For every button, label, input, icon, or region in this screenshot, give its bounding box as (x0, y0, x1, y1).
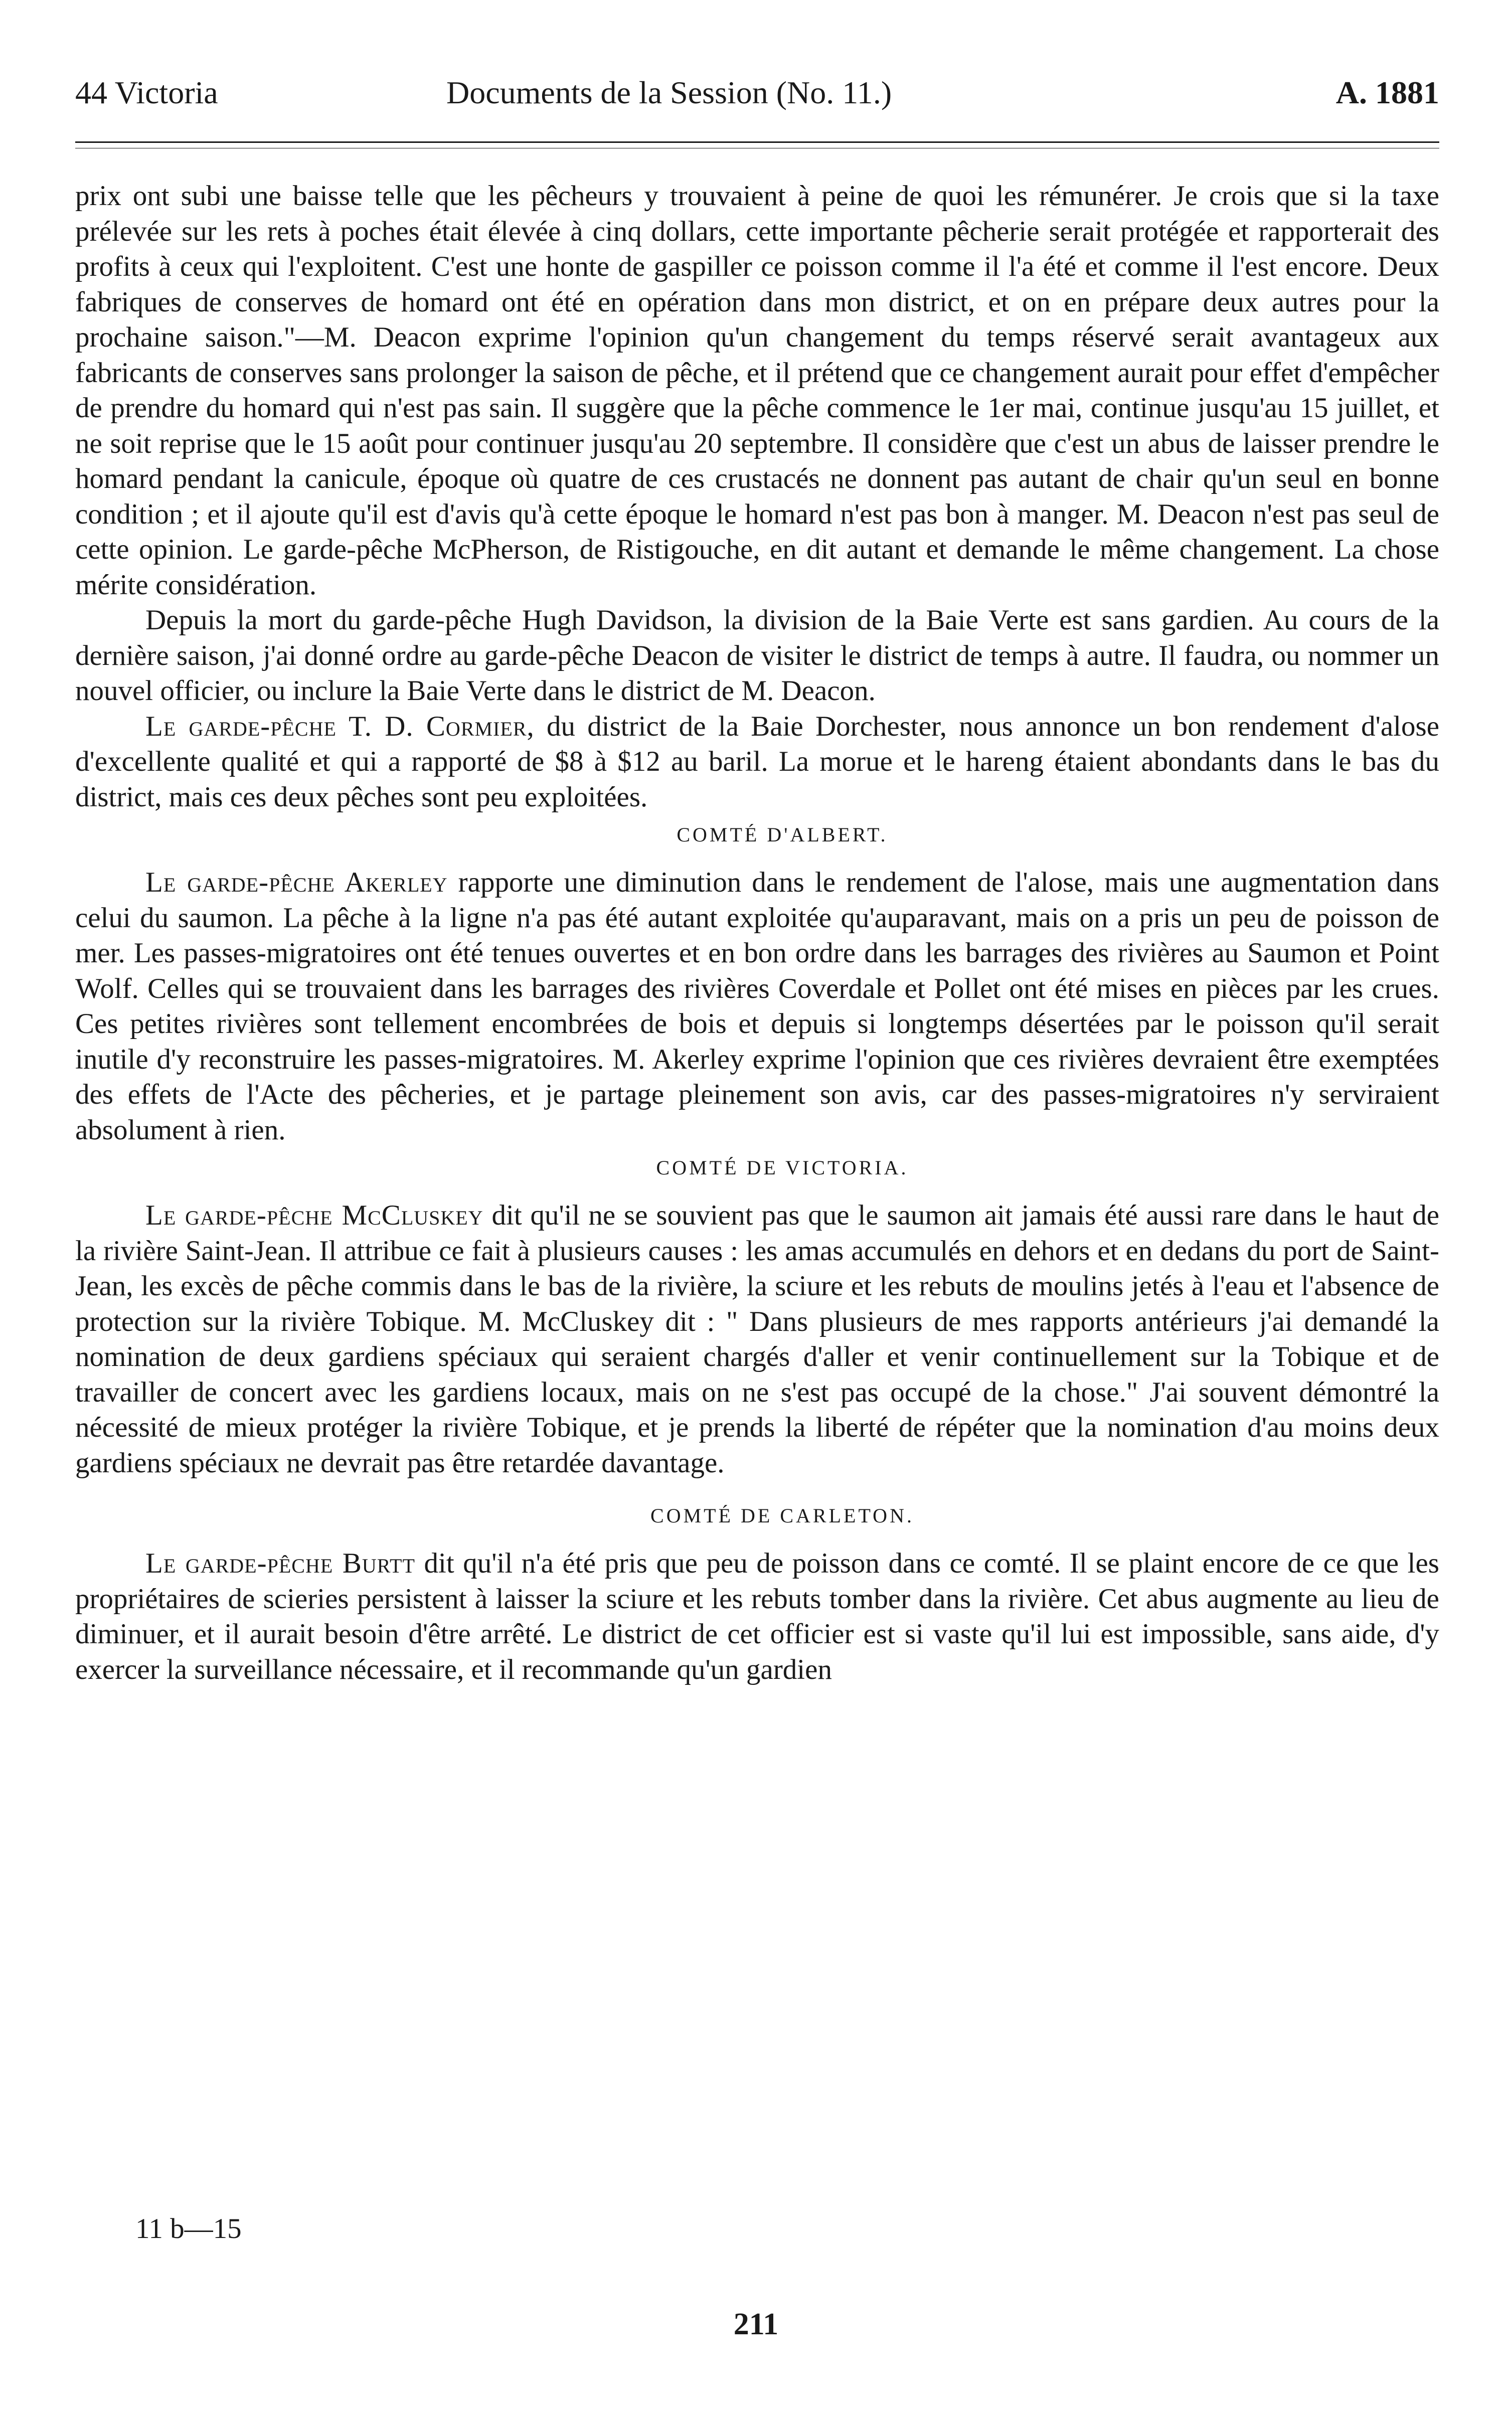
paragraph-body-akerley: rapporte une diminution dans le rendement de l'alose, mais une augmentation dans celui du saumon. La pêche à la ligne n'a pas été autant exploitée qu'auparavant, mais on a pris un peu de poisson de mer. Les passes-migratoires ont été tenues ouvertes et en bon ordre dans les barrages des rivières au Saumon et Point Wolf. Celles qui se trouvaient dans les barrages des rivières Coverdale et Pollet ont été mises en pièces par les crues. Ces petites rivières sont tellement encombrées de bois et depuis si longtemps désertées par le poisson qu'il serait inutile d'y reconstruire les passes-migratoires. M. Akerley exprime l'opinion que ces rivières devraient être exemptées des effets de l'Acte des pêcheries, et je partage pleinement son avis, car des passes-migratoires n'y serviraient absolument à rien. (75, 867, 1439, 1146)
paragraph-lead-akerley: Le garde-pêche Akerley (145, 867, 448, 898)
section-heading-albert: COMTÉ D'ALBERT. (677, 823, 888, 846)
header-year: A. 1881 (1335, 75, 1439, 110)
body-text (75, 179, 1439, 1687)
header-rule-thick (75, 141, 1439, 143)
paragraph-davidson: Depuis la mort du garde-pêche Hugh Davidson, la division de la Baie Verte est sans gardien. Au cours de la dernière saison, j'ai donné ordre au garde-pêche Deacon de visiter le district de temps à autre. Il faudra, ou nommer un nouvel officier, ou inclure la Baie Verte dans le district de M. Deacon. (75, 604, 1439, 707)
paragraph-cormier (75, 709, 1439, 815)
section-heading-victoria: COMTÉ DE VICTORIA. (656, 1156, 909, 1179)
page-number: 211 (733, 2307, 779, 2341)
paragraph-burtt (75, 1546, 1439, 1687)
printer-signature: 11 b—15 (135, 2213, 242, 2245)
document-page (75, 65, 1439, 1687)
paragraph-continued: prix ont subi une baisse telle que les pêcheurs y trouvaient à peine de quoi les rémunérer. Je crois que si la taxe prélevée sur les rets à poches était élevée à cinq dollars, cette importante pêcherie serait protégée et rapporterait des profits à ceux qui l'exploitent. C'est une honte de gaspiller ce poisson comme il l'a été et comme il l'est encore. Deux fabriques de conserves de homard ont été en opération dans mon district, et on en prépare deux autres pour la prochaine saison."—M. Deacon exprime l'opinion qu'un changement du temps réservé serait avantageux aux fabricants de conserves sans prolonger la saison de pêche, et il prétend que ce changement aurait pour effet d'empêcher de prendre du homard qui n'est pas sain. Il suggère que la pêche commence le 1er mai, continue jusqu'au 15 juillet, et ne soit reprise que le 15 août pour continuer jusqu'au 20 septembre. Il considère que c'est un abus de laisser prendre le homard pendant la canicule, époque où quatre de ces crustacés ne donnent pas autant de chair qu'un seul en bonne condition ; et il ajoute qu'il est d'avis qu'à cette époque le homard n'est pas bon à manger. M. Deacon n'est pas seul de cette opinion. Le garde-pêche McPherson, de Ristigouche, en dit autant et demande le même changement. La chose mérite considération. (75, 180, 1439, 601)
paragraph-body-mccluskey: dit qu'il ne se souvient pas que le saumon ait jamais été aussi rare dans le haut de la rivière Saint-Jean. Il attribue ce fait à plusieurs causes : les amas accumulés en dehors et en dedans du port de Saint-Jean, les excès de pêche commis dans le bas de la rivière, la sciure et les rebuts de moulins jetés à l'eau et l'absence de protection sur la rivière Tobique. M. McCluskey dit : " Dans plusieurs de mes rapports antérieurs j'ai demandé la nomination de deux gardiens spéciaux qui seraient chargés d'aller et venir continuellement sur la Tobique et de travailler de concert avec les gardiens locaux, mais on ne s'est pas occupé de la chose." J'ai souvent démontré la nécessité de mieux protéger la rivière Tobique, et je prends la liberté de répéter que la nomination d'au moins deux gardiens spéciaux ne devrait pas être retardée davantage. (75, 1199, 1439, 1479)
paragraph-body-burtt: dit qu'il n'a été pris que peu de poisson dans ce comté. Il se plaint encore de ce que les propriétaires de scieries persistent à laisser la sciure et les rebuts tomber dans la rivière. Cet abus augmente au lieu de diminuer, et il aurait besoin d'être arrêté. Le district de cet officier est si vaste qu'il lui est impossible, sans aide, d'y exercer la surveillance nécessaire, et il recommande qu'un gardien (75, 1547, 1439, 1685)
paragraph-body-cormier: du district de la Baie Dorchester, nous annonce un bon rendement d'alose d'excellente qualité et qui a rapporté de $8 à $12 au baril. La morue et le hareng étaient abondants dans le bas du district, mais ces deux pêches sont peu exploitées. (75, 710, 1439, 813)
paragraph-lead-burtt: Le garde-pêche Burtt (145, 1547, 415, 1579)
paragraph-lead-mccluskey: Le garde-pêche McCluskey (145, 1199, 483, 1231)
section-heading-carleton: COMTÉ DE CARLETON. (650, 1504, 914, 1527)
running-header (75, 65, 1439, 120)
header-title: Documents de la Session (No. 11.) (446, 75, 892, 110)
paragraph-mccluskey (75, 1198, 1439, 1481)
header-volume: 44 Victoria (75, 75, 218, 110)
paragraph-akerley (75, 865, 1439, 1148)
paragraph-lead-cormier: Le garde-pêche T. D. Cormier, (145, 710, 535, 742)
